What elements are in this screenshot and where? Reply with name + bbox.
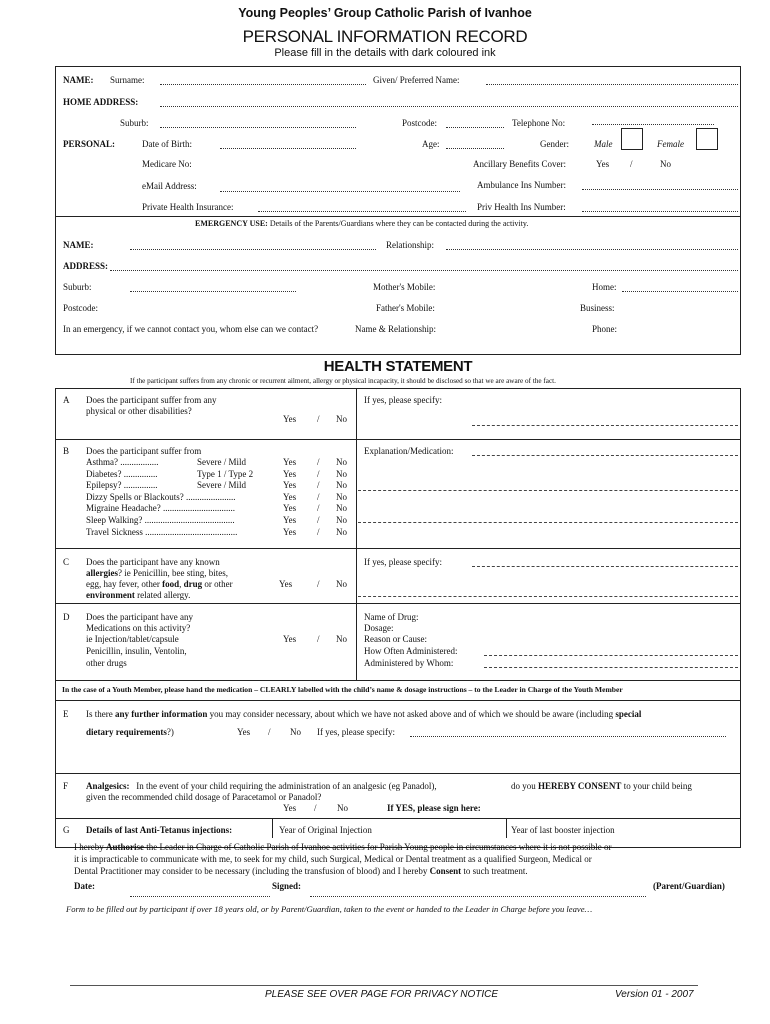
other-phone-label: Phone: [592, 324, 618, 334]
row-b-letter: B [63, 446, 70, 456]
home-address-label: HOME ADDRESS: [63, 97, 139, 107]
auth-b: the Leader in Charge of Catholic Parish of Ivanhoe activities for Parish Young people in circumstances where it is not possible or [143, 842, 612, 852]
row-c-slash: / [317, 579, 320, 589]
condition-no[interactable]: No [336, 503, 347, 513]
emergency-address-field[interactable] [110, 270, 738, 271]
row-e-yes[interactable]: Yes [237, 727, 251, 737]
row-f-no[interactable]: No [337, 803, 348, 813]
relationship-label: Relationship: [386, 240, 434, 250]
auth-bold: Authorise [105, 842, 144, 852]
age-label: Age: [422, 139, 440, 149]
row-a-yes[interactable]: Yes [283, 414, 297, 424]
condition-label: Dizzy Spells or Blackouts? ...................... [86, 492, 236, 502]
row-c-q2-rest: ? ie Penicillin, bee sting, bites, [118, 568, 228, 578]
row-divider-d-note [55, 680, 741, 681]
row-c-q3-b: , [179, 579, 184, 589]
reason-label: Reason or Cause: [364, 634, 427, 644]
postcode-field[interactable] [446, 127, 504, 128]
auth3-a: Dental Practitioner may consider to be necessary (including the transfusion of blood) and I hereby [74, 866, 430, 876]
analgesics-text: In the event of your child requiring the administration of an analgesic (eg Panadol), [136, 781, 437, 791]
given-name-label: Given/ Preferred Name: [373, 75, 460, 85]
gender-label: Gender: [540, 139, 569, 149]
youth-medication-note: In the case of a Youth Member, please hand the medication – CLEARLY labelled with the child’s name & dosage instructions – to the Leader in Charge of the Youth Member [62, 685, 623, 694]
row-c-letter: C [63, 557, 70, 567]
email-label: eMail Address: [142, 181, 197, 191]
surname-label: Surname: [110, 75, 145, 85]
surname-field[interactable] [160, 84, 366, 85]
ambulance-label: Ambulance Ins Number: [477, 180, 566, 190]
condition-label: Asthma? ................. [86, 457, 159, 467]
year-original-label: Year of Original Injection [279, 825, 372, 835]
row-f-sign-label: If YES, please sign here: [387, 803, 481, 813]
condition-slash: / [317, 469, 320, 479]
parent-guardian-label: (Parent/Guardian) [653, 881, 725, 891]
condition-label: Travel Sickness ......................................... [86, 527, 238, 537]
how-often-field[interactable] [484, 655, 738, 656]
private-health-label: Private Health Insurance: [142, 202, 234, 212]
condition-slash: / [317, 492, 320, 502]
emergency-postcode-label: Postcode: [63, 303, 98, 313]
condition-severity: Severe / Mild [197, 457, 246, 467]
row-a-specify-label: If yes, please specify: [364, 395, 442, 405]
auth3-bold: Consent [429, 866, 462, 876]
col-divider-g2 [506, 818, 507, 838]
condition-no[interactable]: No [336, 527, 347, 537]
emergency-suburb-field[interactable] [130, 291, 296, 292]
male-checkbox[interactable] [621, 128, 643, 150]
condition-yes[interactable]: Yes [283, 515, 297, 525]
emergency-address-label: ADDRESS: [63, 261, 109, 271]
private-health-field[interactable] [258, 211, 466, 212]
page-title: PERSONAL INFORMATION RECORD [242, 27, 528, 46]
health-intro: If the participant suffers from any chronic or recurrent ailment, allergy or physical incapacity, it should be disclosed so that we are aware of the fact. [130, 377, 556, 385]
condition-severity: Severe / Mild [197, 480, 246, 490]
consent-a: do you [511, 781, 538, 791]
health-title: HEALTH STATEMENT [323, 358, 473, 375]
row-d-q1: Does the participant have any [86, 612, 193, 622]
row-a-slash: / [317, 414, 320, 424]
row-c-yes[interactable]: Yes [279, 579, 293, 589]
personal-label: PERSONAL: [63, 139, 116, 149]
priv-health-number-field[interactable] [582, 211, 738, 212]
row-b-explain-field-1[interactable] [472, 455, 738, 456]
row-divider-ab [55, 439, 741, 440]
home-phone-field[interactable] [622, 291, 738, 292]
home-address-field[interactable] [160, 106, 738, 107]
row-f-line-2: given the recommended child dosage of Paracetamol or Panadol? [86, 792, 322, 802]
row-e-dietary: dietary requirements [86, 727, 167, 737]
row-e-q1-b: you may consider necessary, about which we have not asked above and of which we should be aware (including [207, 709, 616, 719]
name-relationship-label: Name & Relationship: [355, 324, 436, 334]
auth3-b: to such treatment. [461, 866, 528, 876]
ancillary-yes[interactable]: Yes [596, 159, 610, 169]
given-name-field[interactable] [486, 84, 738, 85]
row-e-q1-a: Is there [86, 709, 115, 719]
relationship-field[interactable] [446, 249, 738, 250]
row-f-slash: / [314, 803, 317, 813]
row-divider-note-e [55, 700, 741, 701]
condition-no[interactable]: No [336, 469, 347, 479]
ancillary-label: Ancillary Benefits Cover: [473, 159, 566, 169]
privacy-notice: PLEASE SEE OVER PAGE FOR PRIVACY NOTICE [265, 989, 499, 1000]
other-contact-label: In an emergency, if we cannot contact you, whom else can we contact? [63, 324, 319, 334]
row-e-specify-label: If yes, please specify: [317, 727, 395, 737]
col-divider-ad-left [356, 388, 357, 680]
row-c-specify-label: If yes, please specify: [364, 557, 442, 567]
auth-a: I hereby [74, 842, 106, 852]
authorise-line-3 [74, 866, 528, 876]
mothers-mobile-label: Mother's Mobile: [373, 282, 436, 292]
medicare-label: Medicare No: [142, 159, 192, 169]
condition-slash: / [317, 503, 320, 513]
row-e-no[interactable]: No [290, 727, 301, 737]
row-e-specify-field[interactable] [410, 736, 726, 737]
row-c-environment: environment [86, 590, 135, 600]
emergency-divider [55, 216, 741, 217]
row-e-further-info: any further information [115, 709, 208, 719]
condition-slash: / [317, 515, 320, 525]
row-c-drug: drug [183, 579, 203, 589]
dosage-label: Dosage: [364, 623, 394, 633]
emergency-suburb-label: Suburb: [63, 282, 92, 292]
year-booster-label: Year of last booster injection [511, 825, 615, 835]
version-label: Version 01 - 2007 [615, 989, 694, 1000]
row-a-specify-field[interactable] [472, 425, 738, 426]
emergency-name-field[interactable] [130, 249, 376, 250]
row-c-question-4 [86, 590, 190, 600]
ancillary-no[interactable]: No [660, 159, 671, 169]
condition-yes[interactable]: Yes [283, 492, 297, 502]
row-d-no[interactable]: No [336, 634, 347, 644]
row-d-q2: Medications on this activity? [86, 623, 191, 633]
condition-yes[interactable]: Yes [283, 480, 297, 490]
condition-severity: Type 1 / Type 2 [197, 469, 254, 479]
consent-b: to your child being [621, 781, 692, 791]
row-divider-cd [55, 603, 741, 604]
row-b-explain-label: Explanation/Medication: [364, 446, 454, 456]
row-g-letter: G [63, 825, 70, 835]
condition-yes[interactable]: Yes [283, 527, 297, 537]
female-label: Female [657, 139, 684, 149]
row-c-q3-c: or other [202, 579, 233, 589]
male-label: Male [594, 139, 613, 149]
suburb-field[interactable] [160, 127, 356, 128]
row-e-letter: E [63, 709, 69, 719]
priv-health-number-label: Priv Health Ins Number: [477, 202, 566, 212]
authorise-line-1 [74, 842, 611, 852]
row-e-q2-rest: ?) [166, 727, 174, 737]
business-phone-label: Business: [580, 303, 615, 313]
row-c-food: food [162, 579, 180, 589]
authorise-line-2: it is impracticable to communicate with me, to seek for my child, such Surgical, Medical or Dental treatment as a qualified Surgeon, Medical or [74, 854, 592, 864]
row-c-question-1: Does the participant have any known [86, 557, 220, 567]
condition-label: Migraine Headache? ................................ [86, 503, 235, 513]
condition-no[interactable]: No [336, 480, 347, 490]
condition-slash: / [317, 480, 320, 490]
condition-no[interactable]: No [336, 492, 347, 502]
emergency-heading-label: EMERGENCY USE: [195, 219, 268, 228]
drug-name-label: Name of Drug: [364, 612, 419, 622]
row-divider-ef [55, 773, 741, 774]
consent-bold: HEREBY CONSENT [538, 781, 622, 791]
row-e-slash: / [268, 727, 271, 737]
row-c-q3-a: egg, hay fever, other [86, 579, 163, 589]
age-field[interactable] [446, 148, 504, 149]
row-e-special: special [615, 709, 642, 719]
row-b-explain-field-2[interactable] [358, 490, 738, 491]
row-c-q4-rest: related allergy. [134, 590, 191, 600]
administered-by-label: Administered by Whom: [364, 658, 454, 668]
date-field[interactable] [130, 896, 270, 897]
row-b-explain-field-3[interactable] [358, 522, 738, 523]
row-e-question-2 [86, 727, 174, 737]
condition-slash: / [317, 527, 320, 537]
fathers-mobile-label: Father's Mobile: [376, 303, 435, 313]
condition-slash: / [317, 457, 320, 467]
condition-label: Epilepsy? ............... [86, 480, 158, 490]
emergency-name-label: NAME: [63, 240, 94, 250]
row-d-q4: Penicillin, insulin, Ventolin, [86, 646, 187, 656]
row-c-question-3 [86, 579, 233, 589]
how-often-label: How Often Administered: [364, 646, 458, 656]
row-f-consent [511, 781, 692, 791]
administered-by-field[interactable] [484, 667, 738, 668]
home-phone-label: Home: [592, 282, 617, 292]
row-a-letter: A [63, 395, 70, 405]
row-d-q5: other drugs [86, 658, 127, 668]
row-divider-fg [55, 818, 741, 819]
dob-label: Date of Birth: [142, 139, 192, 149]
analgesics-label: Analgesics: [86, 781, 130, 791]
footer-rule [70, 985, 698, 986]
condition-yes[interactable]: Yes [283, 503, 297, 513]
suburb-label: Suburb: [120, 118, 149, 128]
ambulance-field[interactable] [582, 189, 738, 190]
ancillary-slash: / [630, 159, 633, 169]
date-label: Date: [74, 881, 95, 891]
row-c-allergies: allergies [86, 568, 118, 578]
email-field[interactable] [220, 191, 460, 192]
row-d-yes[interactable]: Yes [283, 634, 297, 644]
telephone-label: Telephone No: [512, 118, 566, 128]
row-a-question-1: Does the participant suffer from any [86, 395, 217, 405]
row-f-letter: F [63, 781, 69, 791]
telephone-field[interactable] [592, 124, 714, 125]
row-a-question-2: physical or other disabilities? [86, 406, 192, 416]
row-c-specify-field-1[interactable] [472, 566, 738, 567]
condition-label: Sleep Walking? ........................................ [86, 515, 235, 525]
page-subtitle: Please fill in the details with dark coloured ink [274, 47, 496, 59]
condition-no[interactable]: No [336, 457, 347, 467]
dob-field[interactable] [220, 148, 356, 149]
row-c-question-2 [86, 568, 228, 578]
condition-yes[interactable]: Yes [283, 469, 297, 479]
col-divider-g1 [272, 818, 273, 838]
row-d-letter: D [63, 612, 70, 622]
row-e-question-1 [86, 709, 641, 719]
condition-no[interactable]: No [336, 515, 347, 525]
row-d-slash: / [317, 634, 320, 644]
postcode-label: Postcode: [402, 118, 437, 128]
form-instructions: Form to be filled out by participant if over 18 years old, or by Parent/Guardian, taken to the event or handed to the Leader in Charge before you leave… [66, 904, 593, 914]
signed-label: Signed: [272, 881, 302, 891]
row-b-heading: Does the participant suffer from [86, 446, 202, 456]
row-a-no[interactable]: No [336, 414, 347, 424]
emergency-heading-note: Details of the Parents/Guardians where they can be contacted during the activity. [269, 219, 529, 228]
condition-yes[interactable]: Yes [283, 457, 297, 467]
row-c-specify-field-2[interactable] [358, 596, 738, 597]
org-name: Young Peoples’ Group Catholic Parish of Ivanhoe [238, 6, 532, 20]
row-c-no[interactable]: No [336, 579, 347, 589]
row-f-line-1 [86, 781, 437, 791]
name-label: NAME: [63, 75, 94, 85]
female-checkbox[interactable] [696, 128, 718, 150]
row-divider-bc [55, 548, 741, 549]
row-f-yes[interactable]: Yes [283, 803, 297, 813]
condition-label: Diabetes? ............... [86, 469, 158, 479]
emergency-heading [195, 219, 528, 228]
tetanus-label: Details of last Anti-Tetanus injections: [86, 825, 233, 835]
row-d-q3: ie Injection/tablet/capsule [86, 634, 179, 644]
signature-field[interactable] [310, 896, 646, 897]
